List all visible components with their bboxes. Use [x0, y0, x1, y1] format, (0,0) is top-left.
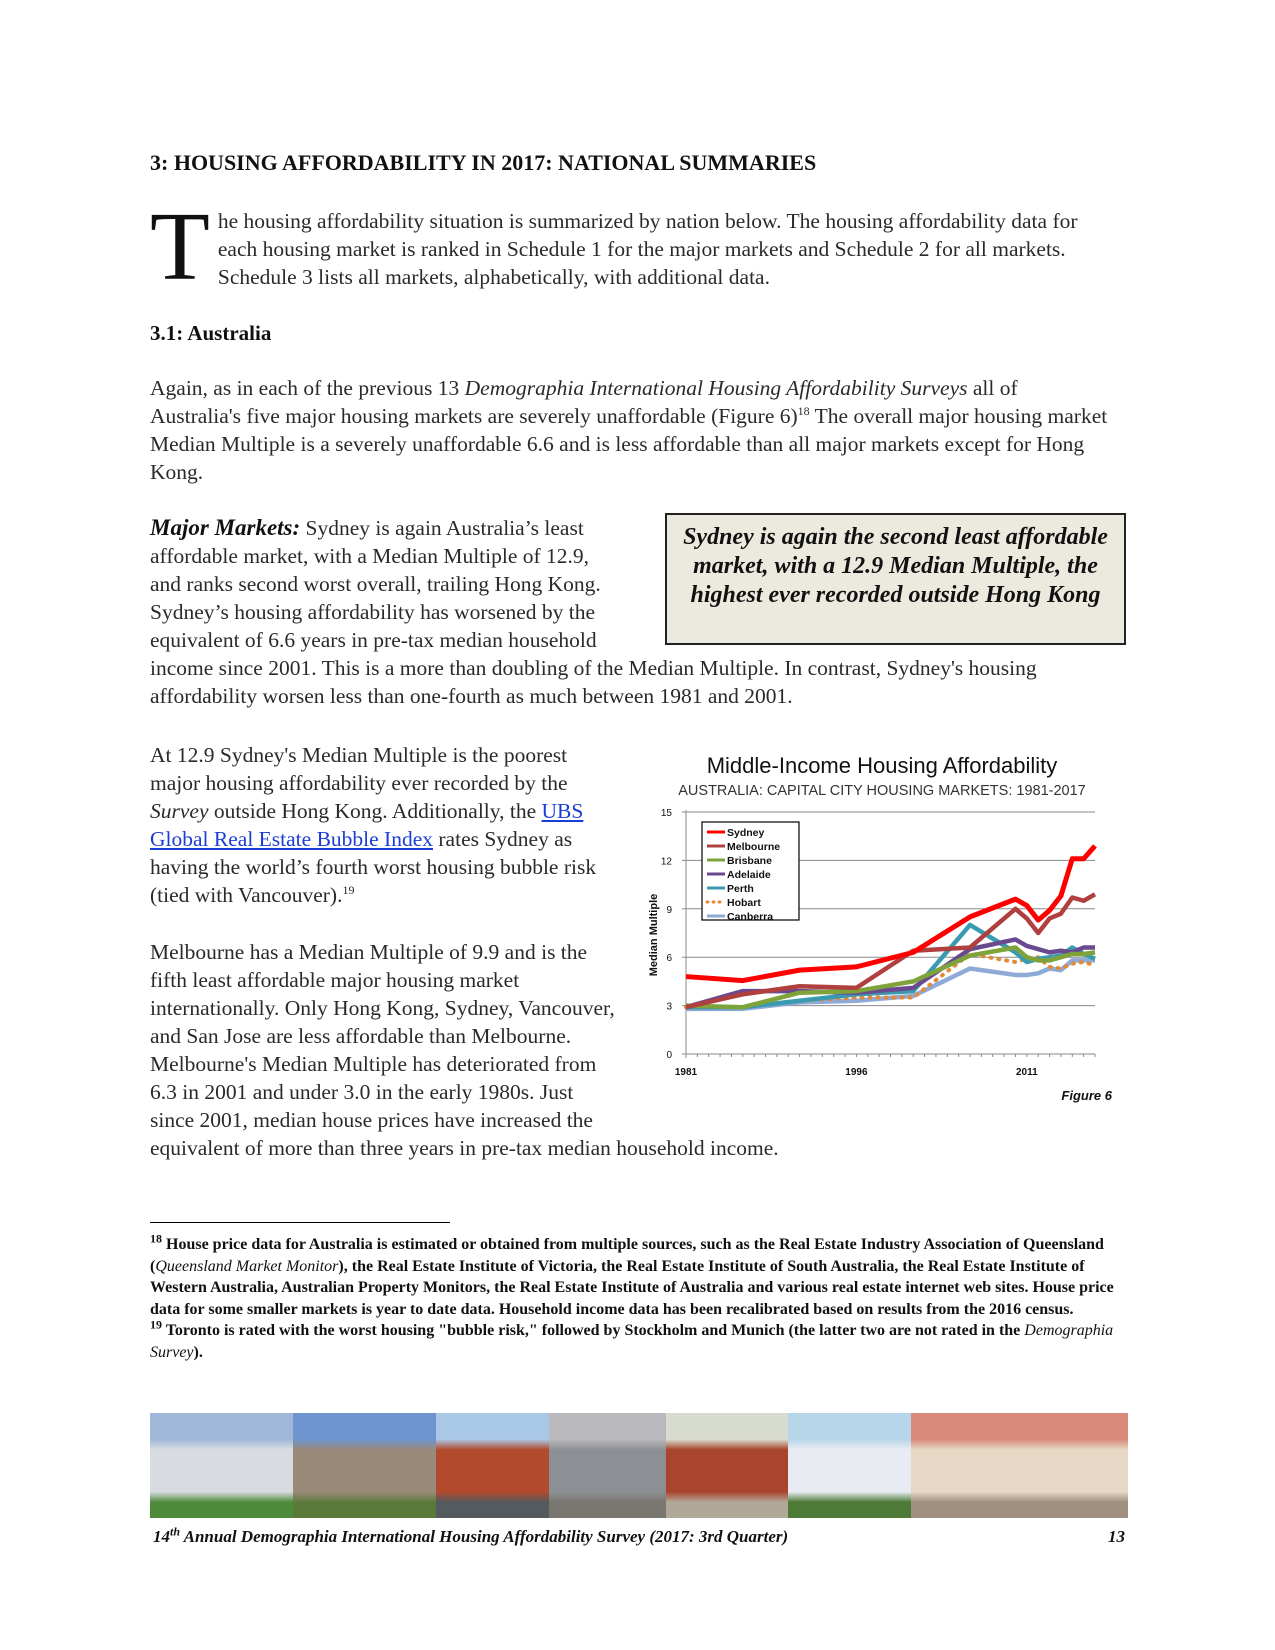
x-tick-label: 2011: [1015, 1067, 1038, 1078]
footnote-rule: [150, 1222, 450, 1223]
legend-label-brisbane: Brisbane: [727, 855, 772, 867]
chart-subtitle: AUSTRALIA: CAPITAL CITY HOUSING MARKETS: 1981-2017: [678, 783, 1086, 799]
footnote-18: [150, 1231, 1115, 1320]
intro-paragraph: [150, 193, 1115, 301]
text: th: [170, 1524, 181, 1539]
text: all of Australia's five major housing markets are severely unaffordable (Figure 6): [150, 376, 1018, 428]
text: Demographia Survey: [150, 1322, 1114, 1361]
ubs-bubble-index-link[interactable]: UBS Global Real Estate Bubble Index: [150, 799, 584, 851]
callout-box: Sydney is again the second least affordable market, with a 12.9 Median Multiple, the highest ever recorded outside Hong Kong: [665, 513, 1126, 645]
footnotes: [150, 1231, 1115, 1363]
legend-label-canberra: Canberra: [727, 911, 774, 923]
apartment-towers-photo: [549, 1413, 666, 1518]
text: Melbourne has a Median Multiple of 9.9 and is the fifth least affordable major housing market internationally. Only Hong Kong, Sydney, Vancouver, and San Jose are less affordable than Melbourne. Melbourne's Median Multiple has deteriorated from 6.3 in 2001 and under 3.0 in the early 1980s. Just since 2001, median house prices have increased the equivalent of more than three years in pre-tax median household income.: [150, 940, 779, 1160]
drop-cap: T: [150, 193, 210, 301]
legend-label-perth: Perth: [727, 883, 754, 895]
footer-title: [153, 1524, 789, 1547]
major-markets-label: Major Markets:: [150, 515, 301, 540]
house-photo-3: [436, 1413, 549, 1518]
y-tick-label: 0: [666, 1050, 672, 1061]
text: At 12.9 Sydney's Median Multiple is the poorest major housing affordability ever recorded by the: [150, 743, 568, 795]
chart-title: Middle-Income Housing Affordability: [706, 753, 1058, 778]
y-tick-label: 3: [666, 1001, 672, 1013]
australia-paragraph: [150, 374, 1110, 486]
callout-spacer: [615, 514, 1115, 642]
house-photo-strip: [150, 1413, 1128, 1518]
text: rates Sydney as having the world’s fourth worst housing bubble risk (tied with Vancouver).: [150, 827, 597, 907]
sydney-paragraph: [150, 741, 620, 909]
legend-label-melbourne: Melbourne: [727, 841, 781, 853]
section-heading: 3: HOUSING AFFORDABILITY IN 2017: NATIONAL SUMMARIES: [150, 150, 817, 175]
house-photo-4: [666, 1413, 788, 1518]
survey-title: Demographia International Housing Affordability Surveys: [464, 376, 968, 400]
footnote-number: 18: [150, 1231, 162, 1246]
footnote-ref-19[interactable]: 19: [342, 882, 355, 897]
footnote-number: 19: [150, 1317, 162, 1332]
y-axis-label: Median Multiple: [648, 893, 660, 977]
text: The overall major housing market Median Multiple is a severely unaffordable 6.6 and is less affordable than all major markets except for Hong Kong.: [150, 404, 1108, 484]
x-tick-label: 1981: [674, 1067, 698, 1078]
text: ).: [193, 1343, 203, 1361]
text: Queensland Market Monitor: [155, 1257, 339, 1275]
legend-label-sydney: Sydney: [727, 827, 765, 839]
y-tick-label: 9: [666, 904, 672, 916]
y-tick-label: 12: [660, 856, 672, 868]
text: outside Hong Kong. Additionally, the: [208, 799, 542, 823]
survey-word: Survey: [150, 799, 209, 823]
page-number: 13: [1108, 1527, 1125, 1546]
intro-text: he housing affordability situation is summarized by nation below. The housing affordability data for each housing market is ranked in Schedule 1 for the major markets and Schedule 2 for all markets. Schedule 3 lists all markets, alphabetically, with additional data.: [217, 209, 1078, 289]
figure-6-chart: [640, 745, 1120, 1110]
figure-caption: Figure 6: [1061, 1088, 1112, 1103]
house-photo-1: [150, 1413, 293, 1518]
text: 14: [153, 1527, 170, 1546]
text: House price data for Australia is estimated or obtained from multiple sources, such as the Real Estate Industry Association of Queensland (: [150, 1236, 1104, 1275]
x-tick-label: 1996: [845, 1067, 868, 1078]
y-tick-label: 6: [666, 953, 672, 965]
major-markets-paragraph: [150, 514, 1115, 710]
y-tick-label: 15: [660, 808, 672, 819]
legend-label-adelaide: Adelaide: [727, 869, 771, 881]
house-photo-2: [293, 1413, 436, 1518]
house-photo-5: [788, 1413, 911, 1518]
text: Again, as in each of the previous 13: [150, 376, 465, 400]
text: ), the Real Estate Institute of Victoria, the Real Estate Institute of South Australia, the Real Estate Institute of Western Australia, Australian Property Monitors, the Real Estate Institute of Australia and various real estate internet web sites. House price data for some smaller markets is year to date data. Household income data has been recalibrated based on results from the 2016 census.: [150, 1257, 1114, 1318]
legend-label-hobart: Hobart: [727, 897, 761, 909]
chart-svg: [640, 745, 1120, 1110]
text: Sydney is again Australia’s least affordable market, with a Median Multiple of 12.9, and ranks second worst overall, trailing Hong Kong. Sydney’s housing affordability has worsened by the equivalent of 6.6 years in pre-tax median household income since 2001. This is a more than doubling of the Median Multiple. In contrast, Sydney's housing affordability worsen less than one-fourth as much between 1981 and 2001.: [150, 516, 1037, 708]
subsection-heading: 3.1: Australia: [150, 321, 272, 345]
footnote-ref-18[interactable]: 18: [797, 403, 810, 418]
text: Annual Demographia International Housing Affordability Survey (2017: 3rd Quarter): [180, 1527, 789, 1546]
house-photo-6: [911, 1413, 1128, 1518]
text: Toronto is rated with the worst housing "bubble risk," followed by Stockholm and Munich (the latter two are not rated in the: [162, 1322, 1025, 1339]
footnote-19: [150, 1317, 1115, 1363]
